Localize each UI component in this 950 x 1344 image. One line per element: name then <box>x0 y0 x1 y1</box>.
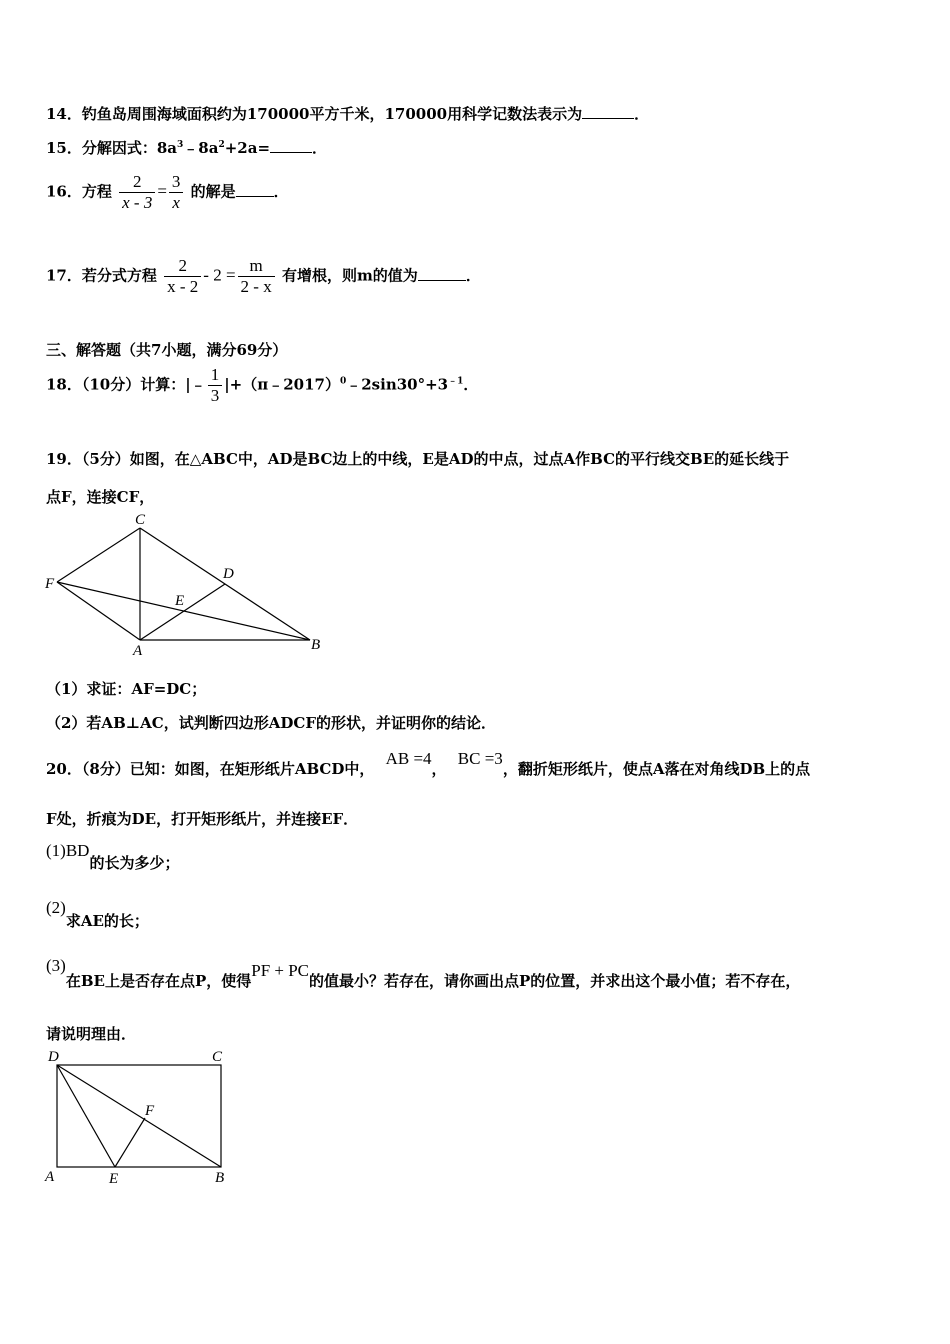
q15-answer-blank <box>270 138 312 153</box>
q17-fraction-2: $\frac{m}{2 - x}$ <box>238 256 275 297</box>
crease-DE <box>57 1065 115 1167</box>
q16-fraction-2: $\frac{3}{x}$ <box>169 172 184 213</box>
q17-answer-blank <box>418 266 466 281</box>
q19-subquestion-2: （2）若AB⊥AC，试判断四边形ADCF的形状，并证明你的结论． <box>46 714 496 732</box>
label-A: A <box>45 1169 55 1185</box>
q20-part-2: (2)求AE的长； <box>46 898 149 930</box>
q17-fraction-1: $\frac{2}{x - 2}$ <box>164 256 201 297</box>
question-20-line-1: 20．（8分）已知：如图，在矩形纸片ABCD中， AB =4， BC =3，翻折矩形纸片，使点A落在对角线DB上的点 <box>46 749 811 778</box>
q20-part-1: (1)BD的长为多少； <box>46 841 180 872</box>
label-C: C <box>212 1049 223 1065</box>
q20-part-3-line-2: 请说明理由． <box>46 1025 137 1043</box>
segment-FA <box>57 582 140 640</box>
q19-figure <box>40 510 340 660</box>
question-19-line-1: 19．（5分）如图，在△ABC中，AD是BC边上的中线，E是AD的中点，过点A作BC的平行线交BE的延长线于 <box>46 450 790 468</box>
segment-CF <box>57 528 140 582</box>
q14-answer-blank <box>582 104 634 119</box>
q16-answer-blank <box>236 182 274 197</box>
question-16: 16．方程 $\frac{2}{x - 3}$ = $\frac{3}{x}$ 的解是 ． <box>46 172 289 212</box>
q20-bc-expression: BC =3 <box>457 749 503 768</box>
label-E: E <box>175 593 185 609</box>
label-A: A <box>133 643 143 659</box>
q20-part-3: (3)在BE上是否存在点P，使得PF + PC的值最小？若存在，请你画出点P的位置，并求出这个最小值；若不存在， <box>46 956 801 990</box>
section-3-title: 三、解答题（共7小题，满分69分） <box>46 341 288 359</box>
label-E: E <box>109 1171 119 1187</box>
label-B: B <box>311 637 321 653</box>
question-15: 15．分解因式：$8a^3﹣8a^2+2a=$ ． <box>46 139 328 157</box>
label-C: C <box>135 512 146 528</box>
question-14: 14．钓鱼岛周围海域面积约为170000平方千米，170000用科学记数法表示为 ． <box>46 105 650 123</box>
segment-EF <box>115 1118 145 1167</box>
q18-fraction: $\frac{1}{3}$ <box>208 365 223 406</box>
label-F: F <box>45 576 55 592</box>
label-D: D <box>223 566 234 582</box>
label-F: F <box>145 1103 155 1119</box>
question-17: 17．若分式方程 $\frac{2}{x - 2}$ - 2 = $\frac{m}{2 - x}$ 有增根，则m的值为 ． <box>46 256 481 296</box>
label-D: D <box>48 1049 59 1065</box>
q16-fraction-1: $\frac{2}{x - 3}$ <box>119 172 155 213</box>
label-B: B <box>215 1170 225 1186</box>
question-18: 18．（10分）计算：|﹣ $\frac{1}{3}$ $|+(\pi﹣2017)^0﹣2\sin 30^\circ+3^{﹣1}$． <box>46 365 479 405</box>
question-19-line-2: 点F，连接CF， <box>46 488 155 506</box>
q14-text: 14．钓鱼岛周围海域面积约为170000平方千米，170000用科学记数法表示为 <box>46 105 583 123</box>
q19-subquestion-1: （1）求证：AF=DC； <box>46 680 207 698</box>
diagonal-DB <box>57 1065 221 1167</box>
question-20-line-2: F处，折痕为DE，打开矩形纸片，并连接EF． <box>46 810 359 828</box>
q20-figure <box>40 1045 240 1190</box>
q20-ab-expression: AB =4 <box>385 749 432 768</box>
